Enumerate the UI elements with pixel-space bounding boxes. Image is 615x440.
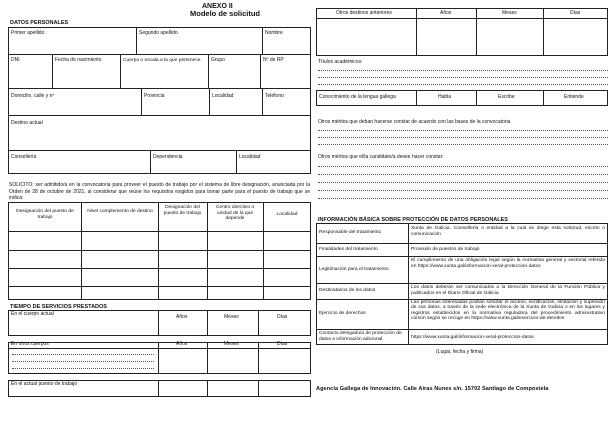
dp-value-contact: https://www.xunta.gal/informacion-xeral-proteccion-datos: [411, 335, 534, 340]
service-section-title: TIEMPO DE SERVICIOS PRESTADOS: [10, 304, 107, 310]
phone-field[interactable]: Teléfono: [265, 93, 284, 99]
page-title: Modelo de solicitud: [190, 9, 261, 18]
rp-number-field[interactable]: Nº de RP: [263, 57, 284, 63]
months-label-2: Meses: [224, 341, 239, 347]
dp-label-purposes: Finalidades del tratamiento: [319, 247, 378, 252]
current-body-label: En el cuerpo actual: [11, 311, 54, 317]
second-surname-field[interactable]: Segundo apellido: [139, 30, 178, 36]
galician-label: Conocimiento de la lengua gallega: [319, 94, 396, 100]
other-bodies-label: En otros cuerpos: [11, 341, 49, 347]
footer-address: Agencia Gallega de Innovación. Calle Airas Nunes s/n. 15702 Santiago de Compostela: [316, 386, 549, 392]
personal-data-table: [8, 27, 311, 174]
col-directive-center: Centro directivo o unidad de la que depende: [215, 205, 255, 222]
department-field[interactable]: Consellería: [11, 154, 37, 160]
col-destination-level: Nivel complemento de destino: [87, 209, 153, 214]
body-scale-field[interactable]: Cuerpo o escala a la que pertenece: [123, 58, 201, 63]
service-other-bodies-table: [8, 342, 311, 374]
address-field[interactable]: Domicilio, calle y nº: [11, 93, 55, 99]
data-protection-table: [316, 223, 608, 345]
years-label-2: Años: [176, 341, 188, 347]
dp-value-purposes: Provisión de puestos de trabajo: [411, 247, 480, 252]
dp-label-responsible: Responsable del tratamiento: [319, 230, 382, 235]
galician-understands: Entiende: [564, 94, 584, 100]
galician-writes: Escribe: [498, 94, 515, 100]
other-posts-years: Años: [440, 10, 452, 16]
group-field[interactable]: Grupo: [211, 57, 225, 63]
dp-value-recipients: Los datos deberán ser comunicados a la Dirección General de la Función Pública y publicados en el Diario Oficial de Galicia: [411, 285, 605, 296]
col-post-designation: Designación del puesto de trabajo: [16, 209, 74, 220]
years-label: Años: [176, 314, 188, 320]
dp-value-legitimation: El cumplimiento de una obligación legal según la normativa general y sectorial referida en https://www.xunta.gal/informacion-xeral-proteccion-datos: [411, 258, 605, 269]
data-protection-title: INFORMACIÓN BÁSICA SOBRE PROTECCIÓN DE DATOS PERSONALES: [318, 217, 508, 223]
dp-label-rights: Ejercicio de derechos: [319, 311, 366, 316]
dp-label-legitimation: Legitimación para el tratamiento: [319, 267, 389, 272]
province-field[interactable]: Provincia: [144, 93, 165, 99]
dp-label-contact: Contacto delegado/a de protección de datos e información adicional: [319, 331, 402, 342]
days-label: Días: [277, 314, 288, 320]
galician-speaks: Habla: [438, 94, 452, 100]
name-field[interactable]: Nombre: [265, 30, 283, 36]
dependency-field[interactable]: Dependencia: [153, 154, 183, 160]
current-post-field[interactable]: Destino actual: [11, 120, 43, 126]
request-text: SOLICITO: ser admitido/a en la convocatoria para proveer el puesto de trabajo por el sistema de libre designación, anunciada por la Orden de 28 de octubre de 2021, al considerar que reúne los requisitos exigidos para tomar parte para el puesto de trabajo que se indica:: [9, 182, 310, 201]
dp-label-recipients: Destinatarios de los datos: [319, 288, 376, 293]
dp-value-responsible: Xunta de Galicia. Consellería o entidad a la cual se dirige esta solicitud, escrito o comunicación: [411, 226, 605, 237]
col-locality: Localidad: [276, 212, 298, 217]
other-posts-days: Días: [570, 10, 581, 16]
other-posts-label: Otros destinos anteriores: [336, 10, 392, 16]
months-label: Meses: [224, 314, 239, 320]
locality2-field[interactable]: Localidad: [239, 154, 261, 160]
locality-field[interactable]: Localidad: [212, 93, 234, 99]
dni-field[interactable]: DNI: [11, 57, 20, 63]
col-post-designation-2: Designación del puesto de trabajo: [163, 205, 202, 216]
personal-section-title: DATOS PERSONALES: [10, 20, 69, 26]
merits-convocatoria-label: Otros méritos que deban hacerse constar de acuerdo con las bases de la convocatoria: [318, 119, 511, 125]
annex-label: ANEXO II: [202, 3, 233, 10]
current-post-label: En el actual puesto de trabajo: [11, 381, 78, 387]
academic-label: Títulos académicos:: [318, 59, 363, 65]
birth-date-field[interactable]: Fecha de nacimiento: [55, 57, 102, 63]
dp-value-rights: Las personas interesadas podrán solicitar el acceso, rectificación, limitación y supresión de sus datos, a través de la sede electrónica de la Xunta de Galicia o en los lugares y registros establecidos en la normativa reguladora del procedimiento administrativo común según se recoge en https://www.xunta.gal/exercicio-de-dereitos: [411, 300, 605, 322]
days-label-2: Días: [277, 341, 288, 347]
merits-other-label: Otros méritos que el/la candidato/a desee hacer constar:: [318, 154, 444, 160]
other-posts-months: Meses: [502, 10, 517, 16]
first-surname-field[interactable]: Primer apellido: [11, 30, 45, 36]
signature-place-date: (Lugar, fecha y firma): [436, 349, 484, 355]
